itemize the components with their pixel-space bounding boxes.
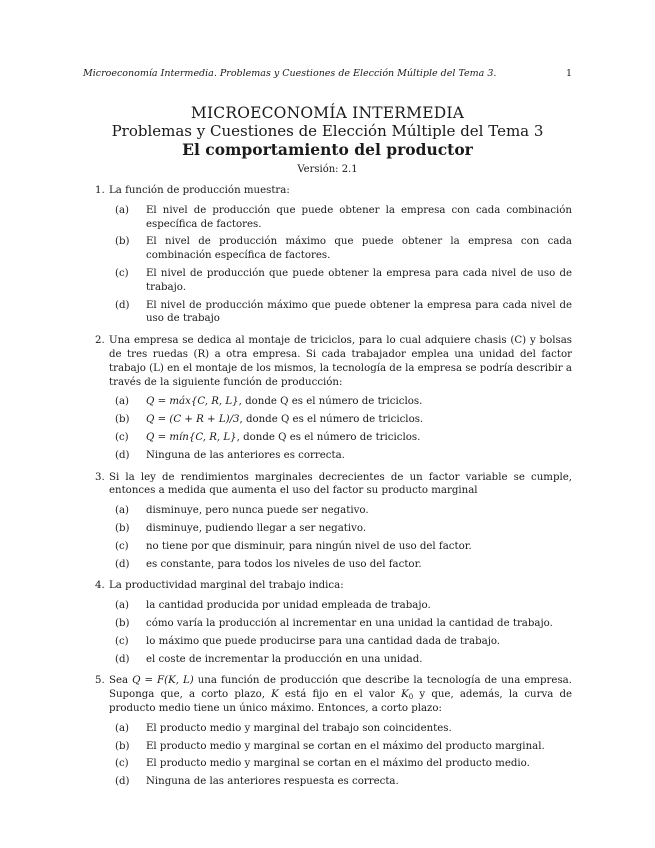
option-label: (b) xyxy=(115,414,130,426)
option-label: (b) xyxy=(115,617,130,629)
option-text: el coste de incrementar la producción en una unidad. xyxy=(146,653,423,665)
question-text-part: está fijo en el valor xyxy=(278,689,402,701)
option-c xyxy=(109,635,572,649)
topic-title: El comportamiento del productor xyxy=(182,140,473,159)
question-number: 5. xyxy=(95,675,105,687)
question-number: 4. xyxy=(95,580,105,592)
option-a xyxy=(109,395,572,409)
option-text: , donde Q es el número de triciclos. xyxy=(236,431,421,443)
option-b xyxy=(109,740,572,754)
option-formula: Q = (C + R + L)/3 xyxy=(146,414,240,426)
question-text: Si la ley de rendimientos marginales decrecientes de un factor variable se cumple, entonces a medida que aumenta el uso del factor su producto marginal xyxy=(109,471,572,497)
option-text: Ninguna de las anteriores respuesta es correcta. xyxy=(146,776,399,788)
option-list xyxy=(109,395,572,462)
option-a xyxy=(109,722,572,736)
set-title: Problemas y Cuestiones de Elección Múltiple del Tema 3 xyxy=(111,122,544,140)
question-text: Una empresa se dedica al montaje de triciclos, para lo cual adquiere chasis (C) y bolsas de tres ruedas (R) a otra empresa. Si cada trabajador emplea una unidad del factor trabajo (L) en el montaje de los mismos, la tecnología de la empresa se podría describir a través de la siguiente función de producción: xyxy=(109,335,572,388)
capital-symbol: K xyxy=(271,689,279,701)
option-text: lo máximo que puede producirse para una cantidad dada de trabajo. xyxy=(146,635,501,647)
option-c xyxy=(109,267,572,295)
option-text: , donde Q es el número de triciclos. xyxy=(238,396,423,408)
option-c xyxy=(109,431,572,445)
option-label: (c) xyxy=(115,267,129,279)
running-header xyxy=(83,68,572,79)
fixed-capital-symbol: K xyxy=(401,689,409,701)
option-a xyxy=(109,599,572,613)
option-label: (d) xyxy=(115,653,130,665)
option-label: (d) xyxy=(115,776,130,788)
option-b xyxy=(109,235,572,263)
option-text: El nivel de producción máximo que puede obtener la empresa para cada nivel de uso de trabajo xyxy=(146,299,572,325)
running-title: Microeconomía Intermedia. Problemas y Cuestiones de Elección Múltiple del Tema 3. xyxy=(83,68,497,79)
option-label: (a) xyxy=(115,722,130,734)
option-label: (c) xyxy=(115,431,129,443)
question-number: 3. xyxy=(95,471,105,483)
option-d xyxy=(109,558,572,572)
question-text-part: una función de producción que describe la tecnología de una empresa. Suponga que, a corto plazo, xyxy=(109,675,572,701)
question-text xyxy=(109,674,572,715)
title-block xyxy=(83,104,572,177)
option-text: Ninguna de las anteriores es correcta. xyxy=(146,449,345,461)
option-text: El producto medio y marginal se cortan en el máximo del producto marginal. xyxy=(146,740,545,752)
option-label: (a) xyxy=(115,396,130,408)
option-list xyxy=(109,599,572,666)
page-number: 1 xyxy=(565,68,572,79)
production-function-formula: Q = F(K, L) xyxy=(132,675,194,687)
option-label: (d) xyxy=(115,299,130,311)
option-text: , donde Q es el número de triciclos. xyxy=(239,414,424,426)
option-d xyxy=(109,775,572,789)
option-formula: Q = mín{C, R, L} xyxy=(146,431,237,443)
question-text-part: y que, además, la curva de producto medio tiene un único máximo. Entonces, a corto plazo: xyxy=(109,689,572,714)
option-text: cómo varía la producción al incrementar en una unidad la cantidad de trabajo. xyxy=(146,617,553,629)
option-list xyxy=(109,204,572,326)
question-number: 1. xyxy=(95,185,105,196)
option-c xyxy=(109,540,572,554)
option-label: (b) xyxy=(115,522,130,534)
option-b xyxy=(109,617,572,631)
option-c xyxy=(109,757,572,771)
option-d xyxy=(109,653,572,667)
option-text: es constante, para todos los niveles de uso del factor. xyxy=(146,558,422,570)
option-text: El nivel de producción que puede obtener la empresa con cada combinación específica de factores. xyxy=(146,204,572,230)
option-formula: Q = máx{C, R, L} xyxy=(146,396,239,408)
question-2 xyxy=(83,334,572,462)
course-title: MICROECONOMÍA INTERMEDIA xyxy=(190,104,465,122)
question-3 xyxy=(83,471,572,572)
option-label: (a) xyxy=(115,505,130,517)
option-text: no tiene por que disminuir, para ningún nivel de uso del factor. xyxy=(146,540,472,552)
option-list xyxy=(109,722,572,789)
question-list xyxy=(83,184,572,797)
option-d xyxy=(109,299,572,327)
option-label: (a) xyxy=(115,204,130,216)
question-4 xyxy=(83,579,572,666)
question-5 xyxy=(83,674,572,789)
question-text: La función de producción muestra: xyxy=(109,185,290,196)
version-label: Versión: 2.1 xyxy=(297,164,358,175)
option-text: El nivel de producción máximo que puede obtener la empresa con cada combinación específica de factores. xyxy=(146,236,572,262)
option-label: (c) xyxy=(115,635,129,647)
option-label: (a) xyxy=(115,600,130,612)
option-list xyxy=(109,504,572,571)
question-number: 2. xyxy=(95,335,105,347)
option-text: la cantidad producida por unidad empleada de trabajo. xyxy=(146,600,431,612)
question-text: La productividad marginal del trabajo indica: xyxy=(109,580,344,592)
option-d xyxy=(109,449,572,463)
option-a xyxy=(109,204,572,232)
option-text: disminuye, pero nunca puede ser negativo. xyxy=(146,505,369,517)
option-label: (c) xyxy=(115,540,129,552)
option-label: (b) xyxy=(115,740,130,752)
option-b xyxy=(109,413,572,427)
option-label: (c) xyxy=(115,758,129,770)
question-text-part: Sea xyxy=(109,675,133,687)
option-text: disminuye, pudiendo llegar a ser negativo. xyxy=(146,522,367,534)
option-a xyxy=(109,504,572,518)
fixed-capital-subscript: 0 xyxy=(408,693,414,702)
option-b xyxy=(109,522,572,536)
option-text: El producto medio y marginal del trabajo son coincidentes. xyxy=(146,722,452,734)
option-label: (b) xyxy=(115,236,130,248)
option-text: El nivel de producción que puede obtener la empresa para cada nivel de uso de trabajo. xyxy=(146,267,572,293)
option-text: El producto medio y marginal se cortan en el máximo del producto medio. xyxy=(146,758,530,770)
option-label: (d) xyxy=(115,558,130,570)
option-label: (d) xyxy=(115,449,130,461)
question-1 xyxy=(83,184,572,326)
